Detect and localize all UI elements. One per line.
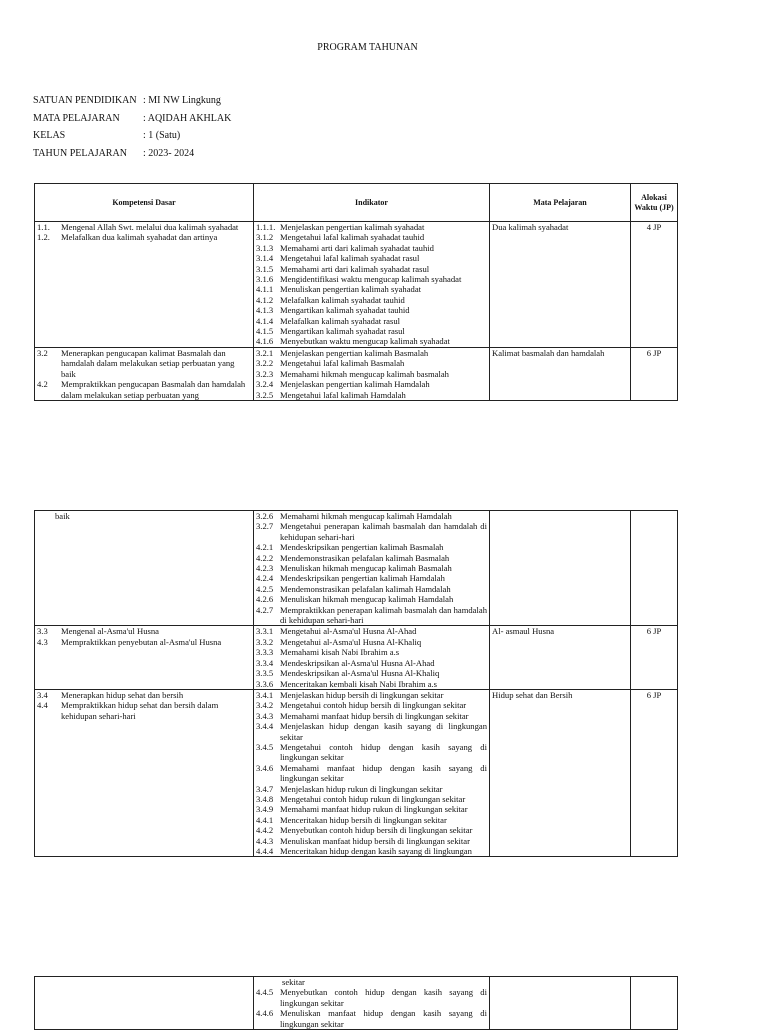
ind-number: 4.1.6 [256,336,274,347]
ind-text: Menyebutkan waktu mengucap kalimah syahadat [280,336,450,347]
ind-text: Menuliskan manfaat hidup dengan kasih sayang di lingkungan sekitar [280,1008,487,1029]
ind-text: Menjelaskan pengertian kalimah syahadat [280,222,425,232]
ind-number: 4.2.1 [256,542,274,553]
alokasi-cell: 6 JP [631,689,678,857]
ind-text: Menceritakan hidup dengan kasih sayang di lingkungan [280,846,472,856]
ind-text: Mendemonstrasikan pelafalan kalimah Basmalah [280,552,450,563]
table-row [35,977,678,1030]
ind-number: 4.2.3 [256,563,274,574]
ind-text: Mendeskripsikan pengertian kalimah Basmalah [280,542,444,553]
indikator-cell [254,626,490,689]
meta-label: MATA PELAJARAN [33,112,120,124]
alokasi-cell [631,511,678,626]
meta-value: : AQIDAH AKHLAK [143,112,232,124]
ind-number: 3.2.4 [256,379,274,390]
ind-number: 3.3.5 [256,668,274,679]
ind-text: Mendeskripsikan al-Asma'ul Husna Al-Ahad [280,657,435,668]
ind-number: 3.1.5 [256,263,274,274]
ind-text: Menjelaskan hidup dengan kasih sayang di lingkungan sekitar [280,721,487,742]
ind-text: Menyebutkan contoh hidup dengan kasih sayang di lingkungan sekitar [280,987,487,1008]
ind-text: Mempraktikkan penerapan kalimah basmalah dan hamdalah di kehidupan sehari-hari [280,604,487,626]
ind-text: Mengetahui al-Asma'ul Husna Al-Ahad [280,626,417,637]
ind-text: Memahami arti dari kalimah syahadat tauhid [280,242,434,253]
ind-number: 4.4.2 [256,825,274,836]
mapel-cell [490,977,631,1030]
kd-text: Mempraktikkan pengucapan Basmalah dan hamdalah dalam melakukan setiap perbuatan yang [61,379,246,400]
alokasi-cell [631,977,678,1030]
kd-text: Mengenal Allah Swt. melalui dua kalimah syahadat [61,222,239,232]
alokasi-cell: 4 JP [631,222,678,348]
ind-text: Mengartikan kalimah syahadat rasul [280,326,405,337]
indikator-cell [254,511,490,626]
ind-text: Mendemonstrasikan pelafalan kalimah Hamdalah [280,583,451,594]
ind-text: Menjelaskan pengertian kalimah Hamdalah [280,379,430,390]
alokasi-cell: 6 JP [631,626,678,689]
ind-number: 3.2.5 [256,389,274,400]
meta-row-kelas [33,127,231,145]
ind-number: 4.1.3 [256,305,274,316]
ind-number: 4.4.6 [256,1008,274,1019]
ind-number: 4.2.5 [256,583,274,594]
ind-text: Mengetahui lafal kalimah syahadat rasul [280,253,420,264]
ind-text: Menuliskan hikmah mengucap kalimah Hamdalah [280,594,454,605]
kd-number: 4.4 [37,700,48,711]
kd-text: Menerapkan pengucapan kalimat Basmalah dan hamdalah dalam melakukan setiap perbuatan yang baik [61,347,235,379]
indikator-cell [254,347,490,400]
kd-number: 3.3 [37,626,48,637]
kd-cell [35,626,254,689]
ind-number: 4.1.1 [256,284,274,295]
header-alokasi-waktu: Alokasi Waktu (JP) [631,184,678,222]
kd-number: 1.2. [37,232,50,243]
meta-label: KELAS [33,130,66,141]
ind-number: 3.4.9 [256,804,274,815]
ind-continuation: sekitar [282,977,305,987]
table-row [35,626,678,689]
ind-number: 3.3.3 [256,647,274,658]
ind-text: Menuliskan hikmah mengucap kalimah Basmalah [280,563,452,574]
ind-number: 3.4.3 [256,710,274,721]
ind-number: 3.4.4 [256,721,274,732]
ind-number: 3.2.3 [256,368,274,379]
ind-number: 3.4.5 [256,741,274,752]
ind-number: 4.4.5 [256,987,274,998]
ind-number: 3.4.1 [256,689,274,700]
page-title: PROGRAM TAHUNAN [317,42,418,53]
program-table-page-2 [34,510,678,857]
ind-number: 3.1.3 [256,242,274,253]
table-header-row [35,184,678,222]
ind-text: Menjelaskan hidup bersih di lingkungan sekitar [280,689,444,700]
ind-text: Menuliskan pengertian kalimah syahadat [280,284,422,295]
ind-text: Menceritakan hidup bersih di lingkungan sekitar [280,814,447,825]
kd-number: 3.2 [37,347,48,358]
ind-text: Mengetahui penerapan kalimah basmalah dan hamdalah di kehidupan sehari-hari [280,521,487,542]
table-row [35,347,678,400]
table-row [35,511,678,626]
kd-number: 4.3 [37,636,48,647]
ind-text: Mengetahui al-Asma'ul Husna Al-Khaliq [280,636,422,647]
ind-number: 3.4.7 [256,783,274,794]
ind-text: Mengartikan kalimah syahadat tauhid [280,305,410,316]
ind-number: 3.4.6 [256,762,274,773]
ind-text: Menceritakan kembali kisah Nabi Ibrahim a.s [280,678,438,689]
kd-cell [35,347,254,400]
mapel-cell: Kalimat basmalah dan hamdalah [490,347,631,400]
identity-block [33,92,231,162]
ind-number: 4.1.4 [256,315,274,326]
kd-text: Mengenal al-Asma'ul Husna [61,626,159,637]
ind-text: Melafalkan kalimah syahadat rasul [280,315,401,326]
ind-text: Mengetahui lafal kalimah Hamdalah [280,389,406,400]
ind-number: 3.4.2 [256,700,274,711]
kd-number: 4.2 [37,379,48,390]
kd-text: Menerapkan hidup sehat dan bersih [61,689,184,700]
ind-number: 4.2.7 [256,604,274,615]
ind-number: 1.1.1. [256,222,276,232]
meta-row-tahun [33,145,231,163]
kd-number: 3.4 [37,689,48,700]
ind-number: 3.2.1 [256,347,274,358]
ind-number: 4.2.2 [256,552,274,563]
header-kompetensi-dasar: Kompetensi Dasar [35,184,254,222]
ind-text: Mendeskripsikan al-Asma'ul Husna Al-Khaliq [280,668,440,679]
ind-text: Mengetahui lafal kalimah syahadat tauhid [280,232,425,243]
ind-number: 3.2.6 [256,511,274,521]
meta-value: : 1 (Satu) [143,130,181,141]
ind-number: 4.1.5 [256,326,274,337]
program-table-page-1 [34,183,678,401]
ind-text: Memahami manfaat hidup dengan kasih sayang di lingkungan sekitar [280,762,487,784]
header-indikator: Indikator [254,184,490,222]
ind-text: Menjelaskan pengertian kalimah Basmalah [280,347,429,358]
indikator-cell [254,977,490,1030]
kd-text: Melafalkan dua kalimah syahadat dan artinya [61,232,218,243]
ind-text: Memahami manfaat hidup bersih di lingkungan sekitar [280,710,469,721]
ind-text: Mendeskripsikan pengertian kalimah Hamdalah [280,573,445,584]
ind-number: 3.1.4 [256,253,274,264]
ind-text: Melafalkan kalimah syahadat tauhid [280,294,405,305]
mapel-cell: Dua kalimah syahadat [490,222,631,348]
ind-text: Mengetahui lafal kalimah Basmalah [280,358,405,369]
ind-text: Memahami arti dari kalimah syahadat rasul [280,263,430,274]
ind-number: 4.2.4 [256,573,274,584]
table-row [35,689,678,857]
ind-number: 4.4.3 [256,835,274,846]
kd-number: 1.1. [37,222,50,232]
header-mata-pelajaran: Mata Pelajaran [490,184,631,222]
kd-cell [35,689,254,857]
ind-number: 3.1.2 [256,232,274,243]
ind-text: Memahami hikmah mengucap kalimah Hamdalah [280,511,452,521]
mapel-cell [490,511,631,626]
mapel-cell: Hidup sehat dan Bersih [490,689,631,857]
ind-number: 3.2.2 [256,358,274,369]
ind-number: 3.3.6 [256,678,274,689]
ind-text: Mengetahui contoh hidup bersih di lingkungan sekitar [280,700,467,711]
meta-value: : 2023- 2024 [143,147,195,159]
kd-cell [35,511,254,626]
kd-cell [35,977,254,1030]
indikator-cell [254,689,490,857]
ind-number: 4.4.1 [256,814,274,825]
ind-text: Menjelaskan hidup rukun di lingkungan sekitar [280,783,443,794]
ind-number: 3.1.6 [256,274,274,285]
meta-value: : MI NW Lingkung [143,95,221,106]
ind-number: 3.2.7 [256,521,274,532]
meta-label: TAHUN PELAJARAN [33,147,127,159]
ind-text: Menuliskan manfaat hidup bersih di lingkungan sekitar [280,835,470,846]
ind-text: Mengetahui contoh hidup dengan kasih sayang di lingkungan sekitar [280,741,487,763]
table-row [35,222,678,348]
ind-text: Menyebutkan contoh hidup bersih di lingkungan sekitar [280,825,473,836]
kd-continuation: baik [55,511,70,521]
ind-number: 4.2.6 [256,594,274,605]
ind-text: Mengidentifikasi waktu mengucap kalimah syahadat [280,274,462,285]
indikator-cell [254,222,490,348]
ind-number: 3.4.8 [256,793,274,804]
meta-row-mapel [33,110,231,128]
kd-cell [35,222,254,348]
ind-number: 4.1.2 [256,294,274,305]
mapel-cell: Al- asmaul Husna [490,626,631,689]
ind-text: Memahami hikmah mengucap kalimah basmalah [280,368,449,379]
meta-row-satuan [33,92,231,110]
ind-number: 3.3.1 [256,626,274,637]
ind-number: 3.3.4 [256,657,274,668]
ind-number: 4.4.4 [256,846,274,856]
alokasi-cell: 6 JP [631,347,678,400]
ind-text: Memahami kisah Nabi Ibrahim a.s [280,647,400,658]
kd-text: Mempraktikkan hidup sehat dan bersih dalam kehidupan sehari-hari [61,700,219,721]
program-table-page-3 [34,976,678,1030]
ind-text: Mengetahui contoh hidup rukun di lingkungan sekitar [280,793,466,804]
meta-label: SATUAN PENDIDIKAN [33,95,137,106]
kd-text: Mempraktikkan penyebutan al-Asma'ul Husna [61,636,222,647]
ind-number: 3.3.2 [256,636,274,647]
ind-text: Memahami manfaat hidup rukun di lingkungan sekitar [280,804,468,815]
